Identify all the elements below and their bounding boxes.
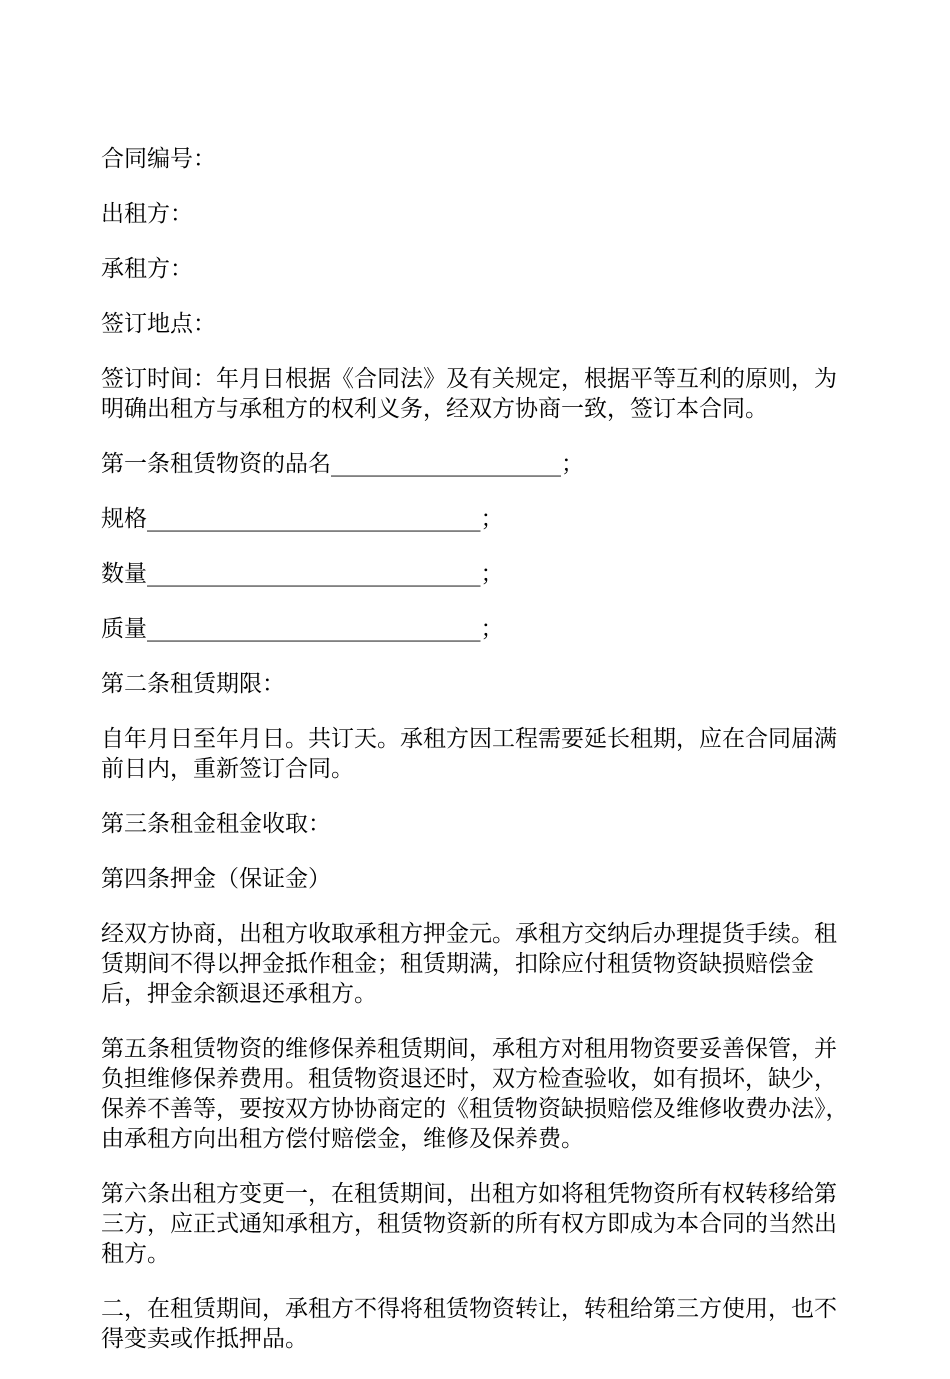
article-4-body: 经双方协商，出租方收取承租方押金元。承租方交纳后办理提货手续。租赁期间不得以押金抵作租金；租赁期满，扣除应付租赁物资缺损赔偿金后，押金余额退还承租方。 [101,921,837,1007]
contract-number-line: 合同编号： [101,146,216,172]
quality-line: 质量_____________________________； [101,616,504,642]
document-body [101,144,853,1379]
article-1-item-name: 第一条租赁物资的品名____________________； [101,451,584,477]
signing-time-paragraph: 签订时间：年月日根据《合同法》及有关规定，根据平等互利的原则，为明确出租方与承租方的权利义务，经双方协商一致，签订本合同。 [101,366,837,422]
article-6-paragraph: 第六条出租方变更一，在租赁期间，出租方如将租凭物资所有权转移给第三方，应正式通知承租方，租赁物资新的所有权方即成为本合同的当然出租方。 [101,1181,837,1267]
article-6-clause-2: 二，在租赁期间，承租方不得将租赁物资转让，转租给第三方使用，也不得变卖或作抵押品。 [101,1296,837,1352]
spec-line: 规格_____________________________； [101,506,504,532]
article-5-paragraph: 第五条租赁物资的维修保养租赁期间，承租方对租用物资要妥善保管，并负担维修保养费用。租赁物资退还时，双方检查验收，如有损坏，缺少，保养不善等，要按双方协协商定的《租赁物资缺损赔偿及维修收费办法》，由承租方向出租方偿付赔偿金，维修及保养费。 [101,1036,849,1152]
article-4-heading: 第四条押金（保证金） [101,866,331,892]
article-3-heading: 第三条租金租金收取： [101,811,331,837]
quantity-line: 数量_____________________________； [101,561,504,587]
lessor-line: 出租方： [101,201,193,227]
signing-place-line: 签订地点： [101,311,216,337]
article-2-body: 自年月日至年月日。共订天。承租方因工程需要延长租期，应在合同届满前日内，重新签订合同。 [101,726,837,782]
lessee-line: 承租方： [101,256,193,282]
article-2-heading: 第二条租赁期限： [101,671,285,697]
